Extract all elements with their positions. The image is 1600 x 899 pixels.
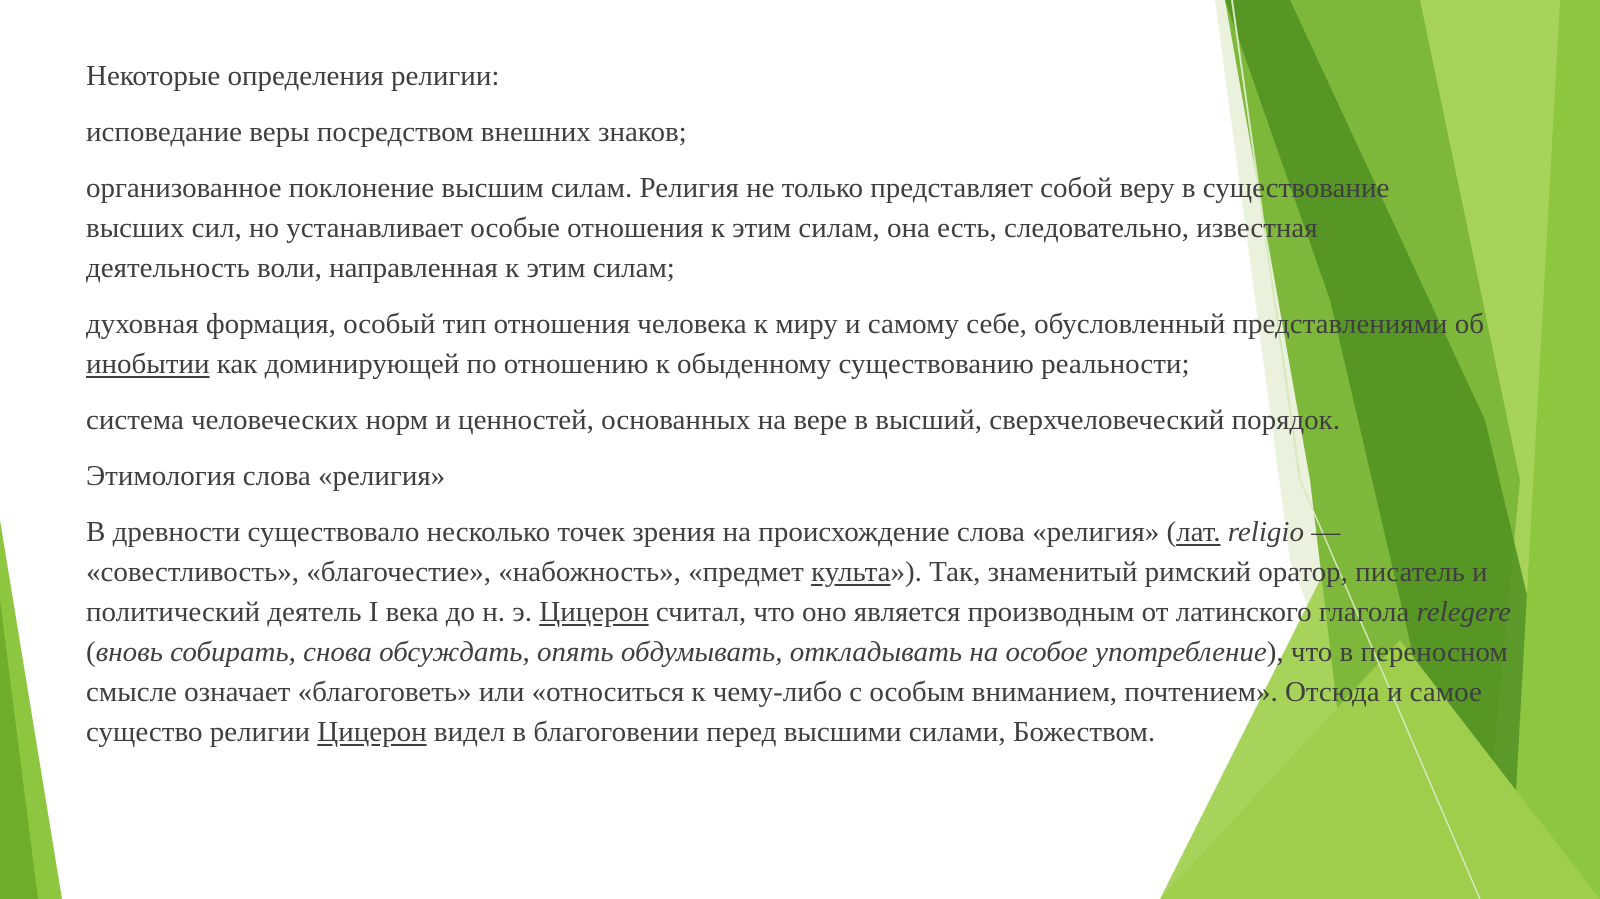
etymology-text-4: »). Так, знаменитый римский оратор, писатель и политический деятель I века до н. э.: [86, 556, 1488, 628]
link-cult[interactable]: культа: [811, 556, 891, 588]
definition-1: исповедание веры посредством внешних знаков;: [86, 116, 687, 148]
etymology-text-1: В древности существовало несколько точек зрения на происхождение слова «религия» (: [86, 516, 1177, 548]
definition-3-text-b: как доминирующей по отношению к обыденному существованию реальности;: [209, 348, 1190, 380]
heading: Некоторые определения религии:: [86, 60, 500, 92]
definition-4: система человеческих норм и ценностей, основанных на вере в высший, сверхчеловеческий порядок.: [86, 404, 1341, 436]
link-lat[interactable]: лат.: [1176, 516, 1221, 548]
definition-2: организованное поклонение высшим силам. Религия не только представляет собой веру в существование высших сил, но устанавливает особые отношения к этим силам, она есть, следовательно, известная деятельность воли, направленная к этим силам;: [86, 172, 1390, 284]
relegere-meanings: вновь собирать, снова обсуждать, опять обдумывать, откладывать на особое употребление: [95, 636, 1267, 668]
etymology-text-7: ), что в переносном смысле означает «благоговеть» или «относиться к чему-либо с особым вниманием, почтением». Отсюда и самое существо религии: [86, 636, 1508, 748]
etymology-text-3: — «совестливость», «благочестие», «набожность», «предмет: [86, 516, 1341, 588]
etymology-paragraph: [86, 512, 1556, 752]
link-inobytie[interactable]: инобытии: [86, 348, 210, 380]
etymology-text-2: [1220, 516, 1227, 548]
etymology-text-6: (: [86, 636, 96, 668]
etymology-text-5: считал, что оно является производным от латинского глагола: [648, 596, 1417, 628]
slide-text: [86, 56, 1556, 768]
link-cicero-1[interactable]: Цицерон: [539, 596, 649, 628]
link-cicero-2[interactable]: Цицерон: [317, 716, 427, 748]
definition-3: [86, 304, 1556, 384]
term-religio: religio: [1227, 516, 1304, 548]
etymology-heading: Этимология слова «религия»: [86, 460, 446, 492]
definition-3-text-a: духовная формация, особый тип отношения человека к миру и самому себе, обусловленный представлениями об: [86, 308, 1484, 340]
term-relegere: relegere: [1416, 596, 1512, 628]
etymology-text-8: видел в благоговении перед высшими силами, Божеством.: [426, 716, 1156, 748]
